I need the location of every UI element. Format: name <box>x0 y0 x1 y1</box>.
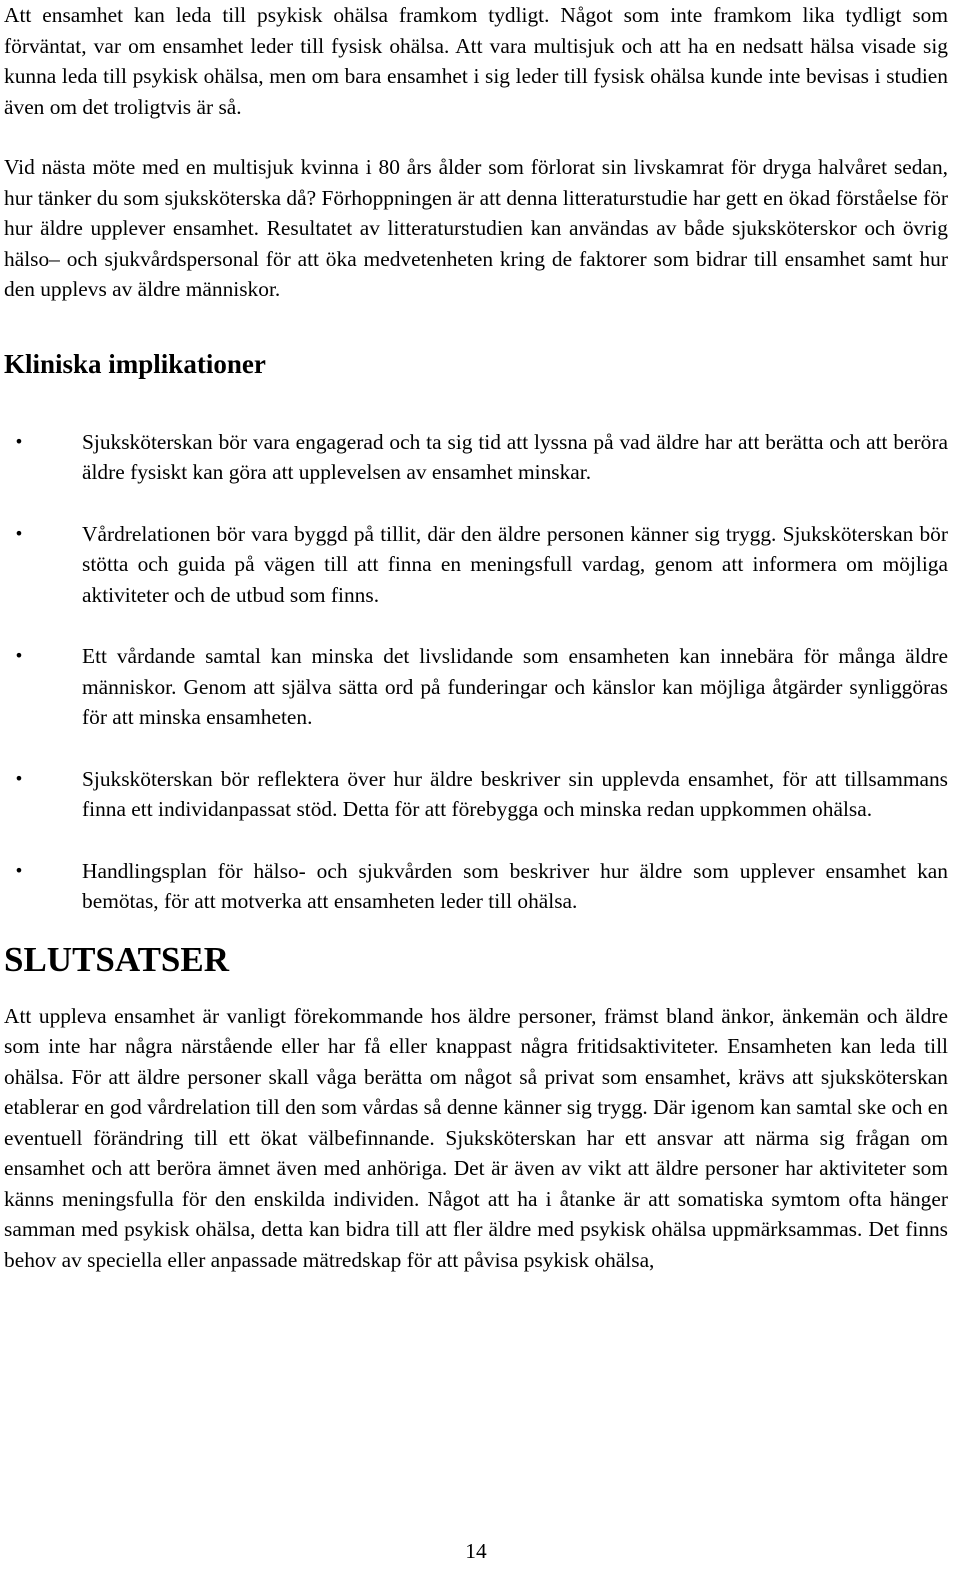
bullet-icon: • <box>14 768 24 788</box>
bullet-icon: • <box>14 431 24 451</box>
list-item <box>4 764 948 825</box>
list-item <box>4 519 948 611</box>
list-item <box>4 856 948 917</box>
list-item-text: Sjuksköterskan bör reflektera över hur äldre beskriver sin upplevda ensamhet, för att tillsammans finna ett individanpassat stöd. Detta för att förebygga och minska redan uppkommen ohälsa. <box>82 766 948 821</box>
list-item-text: Ett vårdande samtal kan minska det livslidande som ensamheten kan innebära för många äldre människor. Genom att själva sätta ord på funderingar och känslor kan möjliga åtgärder synliggöras för att minska ensamheten. <box>82 644 948 729</box>
clinical-implications-heading: Kliniska implikationer <box>4 348 266 379</box>
discussion-paragraph: Vid nästa möte med en multisjuk kvinna i 80 års ålder som förlorat sin livskamrat för dryga halvåret sedan, hur tänker du som sjuksköterska då? Förhoppningen är att denna litteraturstudie har gett en ökad förståelse för hur äldre upplever ensamhet. Resultatet av litteraturstudien kan användas av både sjuksköterskor och övrig hälso– och sjukvårdspersonal för att öka medvetenheten kring de faktorer som bidrar till ensamhet samt hur den upplevs av äldre människor. <box>4 155 948 301</box>
list-item-text: Vårdrelationen bör vara byggd på tillit, där den äldre personen känner sig trygg. Sjuksköterskan bör stötta och guida på vägen till att finna en meningsfull vardag, genom att informera om möjliga aktiviteter och de utbud som finns. <box>82 521 948 607</box>
list-item-text: Sjuksköterskan bör vara engagerad och ta sig tid att lyssna på vad äldre har att berätta och att beröra äldre fysiskt kan göra att upplevelsen av ensamhet minskar. <box>82 429 948 484</box>
bullet-icon: • <box>14 646 24 665</box>
page-number: 14 <box>465 1539 487 1563</box>
list-item <box>4 641 948 733</box>
list-item-text: Handlingsplan för hälso- och sjukvården som beskriver hur äldre som upplever ensamhet kan bemötas, för att motverka att ensamheten leder till ohälsa. <box>82 858 948 913</box>
conclusions-paragraph: Att uppleva ensamhet är vanligt förekommande hos äldre personer, främst bland änkor, änkemän och äldre som inte har några närstående eller har få eller knappast några fritidsaktiviteter. Ensamheten kan leda till ohälsa. För att äldre personer skall våga berätta om något så privat som ensamhet, krävs att sjuksköterskan etablerar en god vårdrelation till den som vårdas så denne känner sig trygg. Där igenom kan samtal ske och en eventuell förändring till ett ökat välbefinnande. Sjuksköterskan har ett ansvar att närma sig frågan om ensamhet och att beröra ämnet även med anhöriga. Det är även av vikt att äldre personer har aktiviteter som känns meningsfulla för den enskilda individen. Något att ha i åtanke är att somatiska symtom ofta hänger samman med psykisk ohälsa, detta kan bidra till att fler äldre med psykisk ohälsa uppmärksammas. Det finns behov av speciella eller anpassade mätredskap för att påvisa psykisk ohälsa, <box>4 1003 948 1272</box>
document-page <box>4 0 948 1275</box>
intro-paragraph: Att ensamhet kan leda till psykisk ohälsa framkom tydligt. Något som inte framkom lika tydligt som förväntat, var om ensamhet leder till fysisk ohälsa. Att vara multisjuk och att ha en nedsatt hälsa visade sig kunna leda till psykisk ohälsa, men om bara ensamhet i sig leder till fysisk ohälsa kunde inte bevisas i studien även om det troligtvis är så. <box>4 3 948 119</box>
clinical-implications-list <box>4 427 948 917</box>
bullet-icon: • <box>14 860 24 880</box>
list-item <box>4 427 948 488</box>
bullet-icon: • <box>14 523 24 543</box>
conclusions-heading: SLUTSATSER <box>4 939 230 979</box>
